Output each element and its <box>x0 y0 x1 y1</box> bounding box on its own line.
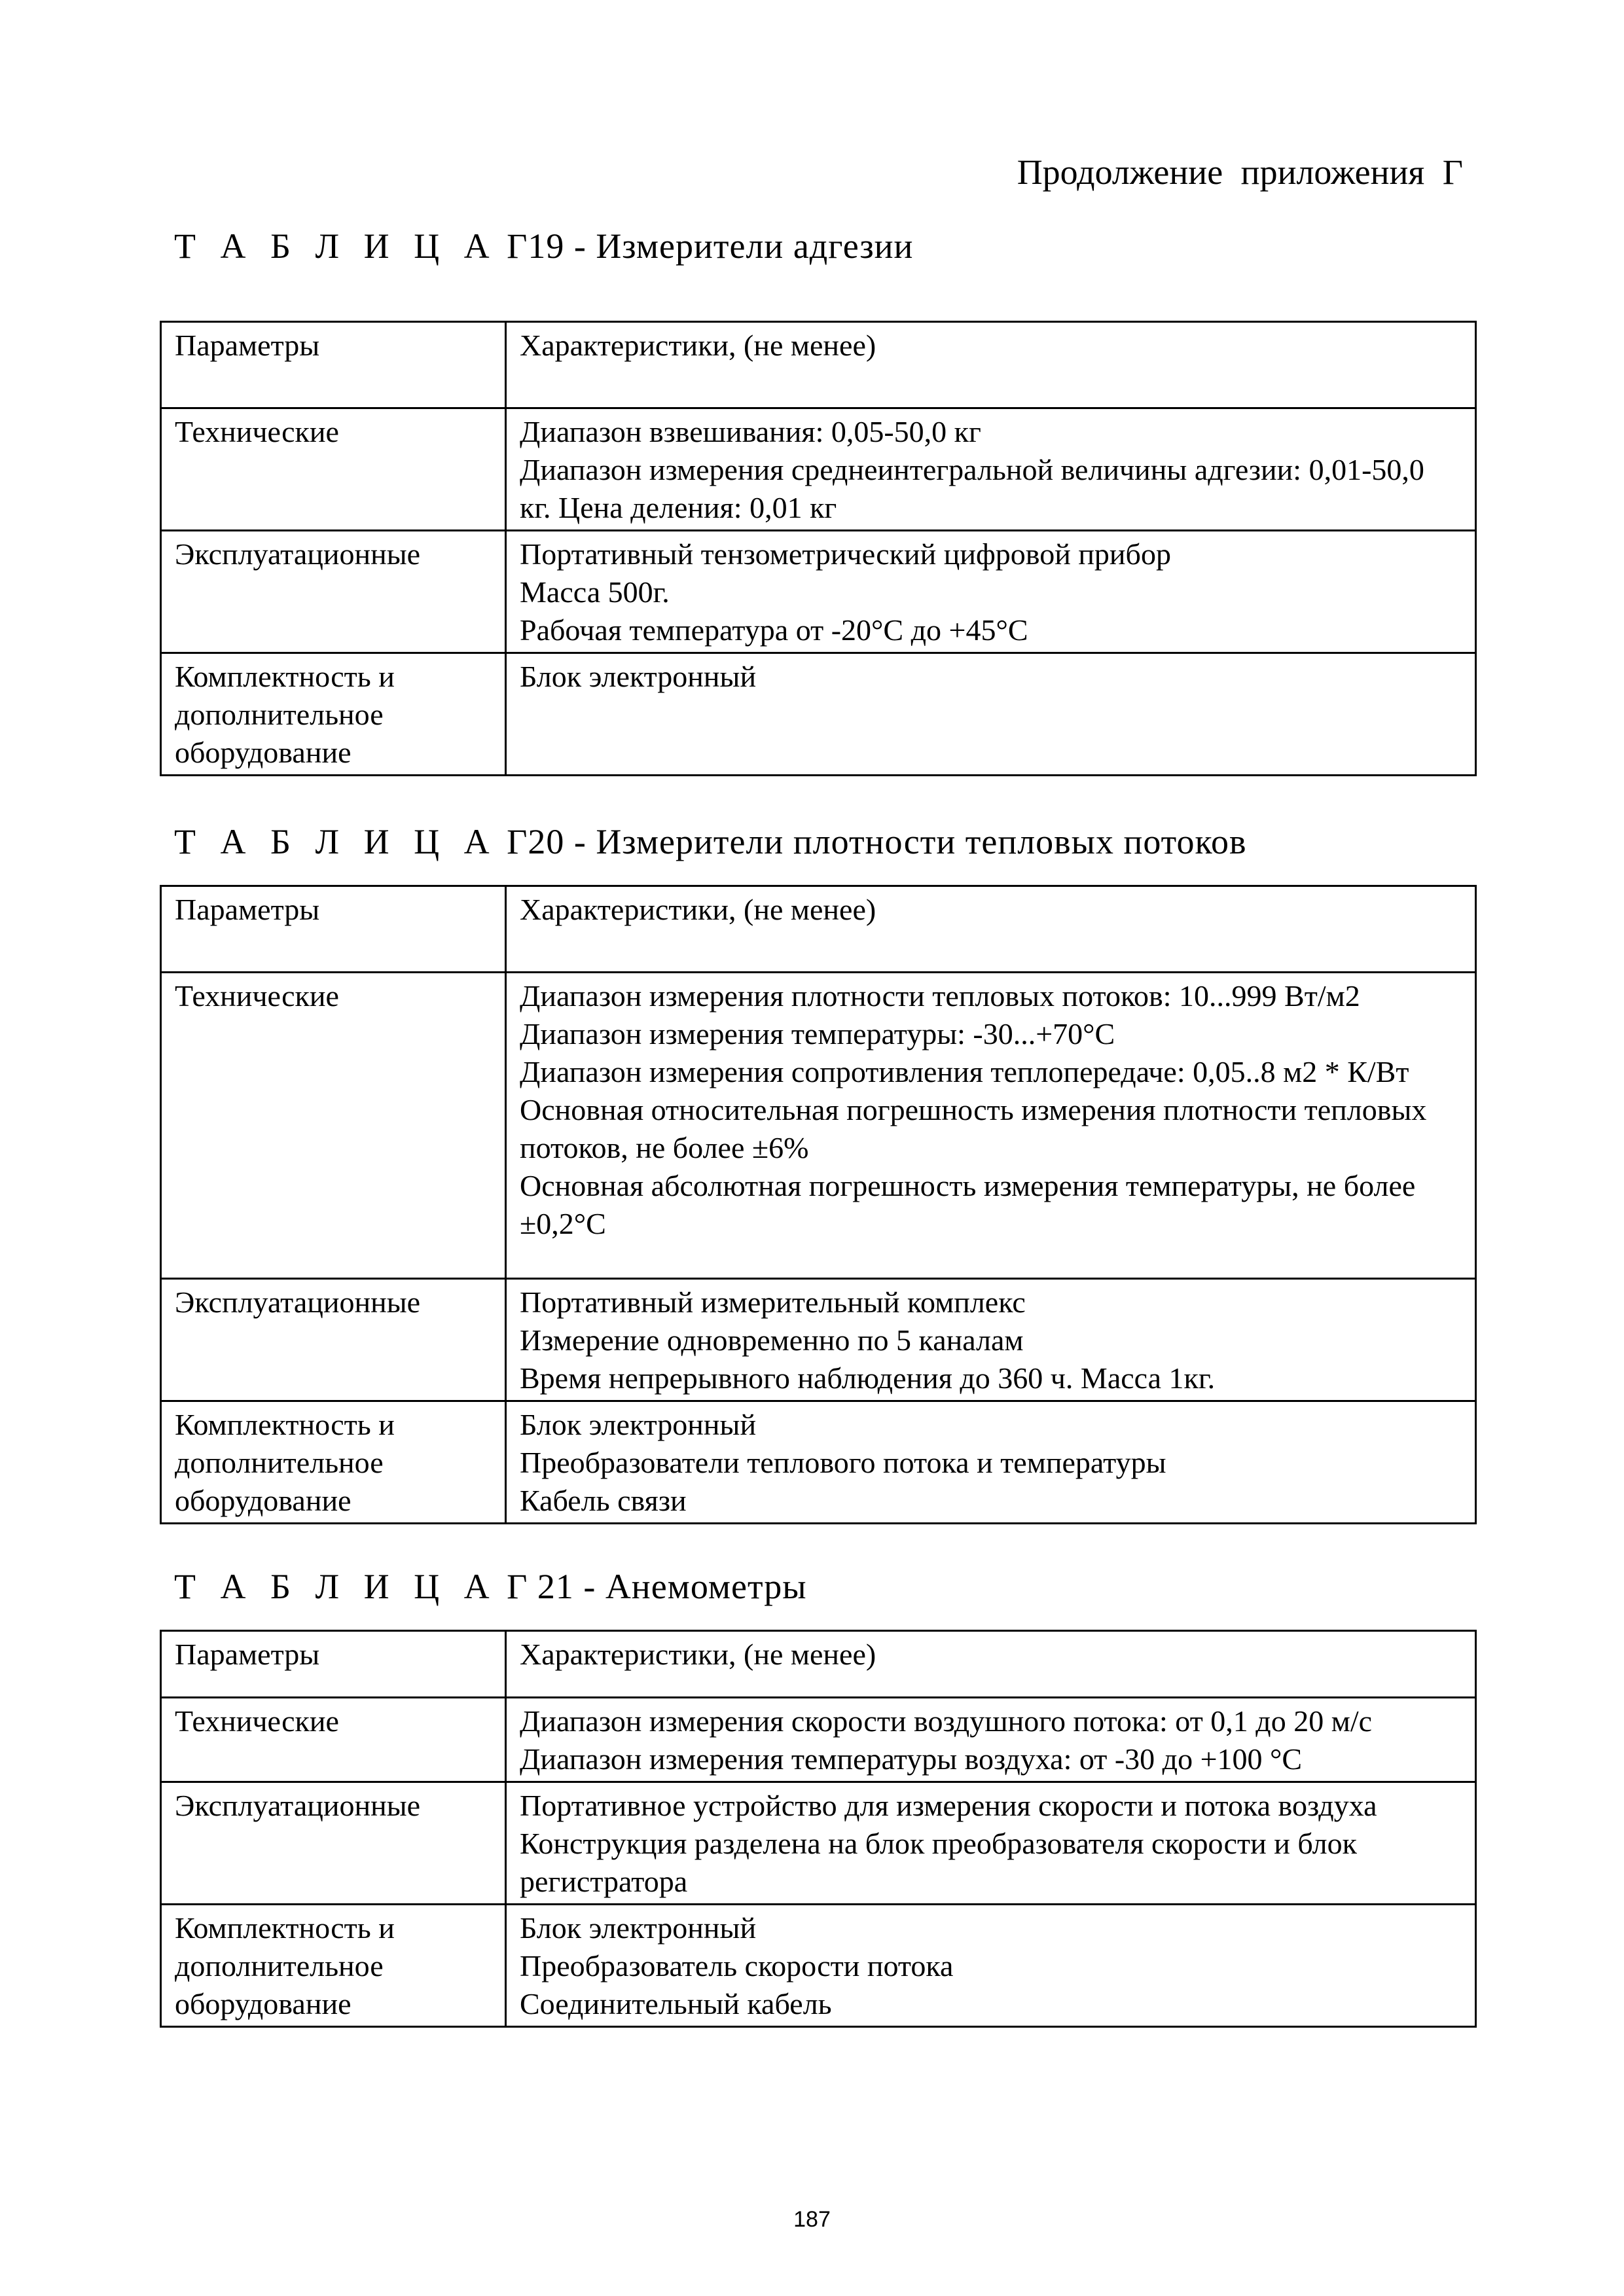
table-row <box>161 531 1476 653</box>
row-param: Эксплуатационные <box>161 1279 506 1401</box>
table-label: Т А Б Л И Ц А <box>174 822 497 861</box>
row-param: Комплектность и дополнительное оборудование <box>161 653 506 776</box>
table-label: Т А Б Л И Ц А <box>174 1567 497 1606</box>
header-param: Параметры <box>161 322 506 408</box>
row-value: Блок электронный Преобразователь скорости потока Соединительный кабель <box>506 1905 1476 2027</box>
row-value: Диапазон измерения плотности тепловых потоков: 10...999 Вт/м2 Диапазон измерения температуры: -30...+70°С Диапазон измерения сопротивления теплопередаче: 0,05..8 м2 * К/Вт Основная относительная погрешность измерения плотности тепловых потоков, не более ±6% Основная абсолютная погрешность измерения температуры, не более ±0,2°С <box>506 973 1476 1279</box>
table-code: Г20 - <box>507 822 586 861</box>
table-row <box>161 973 1476 1279</box>
row-value: Блок электронный Преобразователи теплового потока и температуры Кабель связи <box>506 1401 1476 1524</box>
table-row <box>161 1401 1476 1524</box>
header-value: Характеристики, (не менее) <box>506 322 1476 408</box>
table-name: Измерители адгезии <box>596 226 914 266</box>
row-value: Портативный измерительный комплекс Измерение одновременно по 5 каналам Время непрерывного наблюдения до 360 ч. Масса 1кг. <box>506 1279 1476 1401</box>
table-row <box>161 408 1476 531</box>
row-param: Эксплуатационные <box>161 1782 506 1905</box>
table-g19 <box>160 321 1477 776</box>
table-title-g20 <box>174 821 1247 862</box>
table-code: Г19 - <box>507 226 586 266</box>
header-value: Характеристики, (не менее) <box>506 886 1476 973</box>
table-g20 <box>160 885 1477 1524</box>
table-header-row <box>161 322 1476 408</box>
row-param: Технические <box>161 1698 506 1782</box>
row-value: Портативное устройство для измерения скорости и потока воздуха Конструкция разделена на блок преобразователя скорости и блок регистратора <box>506 1782 1476 1905</box>
table-label: Т А Б Л И Ц А <box>174 226 497 266</box>
table-header-row <box>161 1631 1476 1698</box>
table-row <box>161 1279 1476 1401</box>
table-title-g21 <box>174 1566 807 1607</box>
row-value: Блок электронный <box>506 653 1476 776</box>
header-param: Параметры <box>161 886 506 973</box>
table-g21 <box>160 1630 1477 2028</box>
row-value: Портативный тензометрический цифровой прибор Масса 500г. Рабочая температура от -20°С до +45°С <box>506 531 1476 653</box>
table-row <box>161 1698 1476 1782</box>
continuation-header: Продолжение приложения Г <box>1017 152 1463 192</box>
table-name: Анемометры <box>605 1567 807 1606</box>
row-param: Технические <box>161 973 506 1279</box>
row-param: Эксплуатационные <box>161 531 506 653</box>
row-param: Технические <box>161 408 506 531</box>
table-row <box>161 1905 1476 2027</box>
header-param: Параметры <box>161 1631 506 1698</box>
table-name: Измерители плотности тепловых потоков <box>596 822 1247 861</box>
row-value: Диапазон взвешивания: 0,05-50,0 кг Диапазон измерения среднеинтегральной величины адгезии: 0,01-50,0 кг. Цена деления: 0,01 кг <box>506 408 1476 531</box>
table-row <box>161 1782 1476 1905</box>
row-param: Комплектность и дополнительное оборудование <box>161 1401 506 1524</box>
table-title-g19 <box>174 226 913 266</box>
header-value: Характеристики, (не менее) <box>506 1631 1476 1698</box>
row-param: Комплектность и дополнительное оборудование <box>161 1905 506 2027</box>
table-row <box>161 653 1476 776</box>
page-number: 187 <box>793 2207 831 2232</box>
table-code: Г 21 - <box>507 1567 596 1606</box>
table-header-row <box>161 886 1476 973</box>
row-value: Диапазон измерения скорости воздушного потока: от 0,1 до 20 м/с Диапазон измерения температуры воздуха: от -30 до +100 °С <box>506 1698 1476 1782</box>
